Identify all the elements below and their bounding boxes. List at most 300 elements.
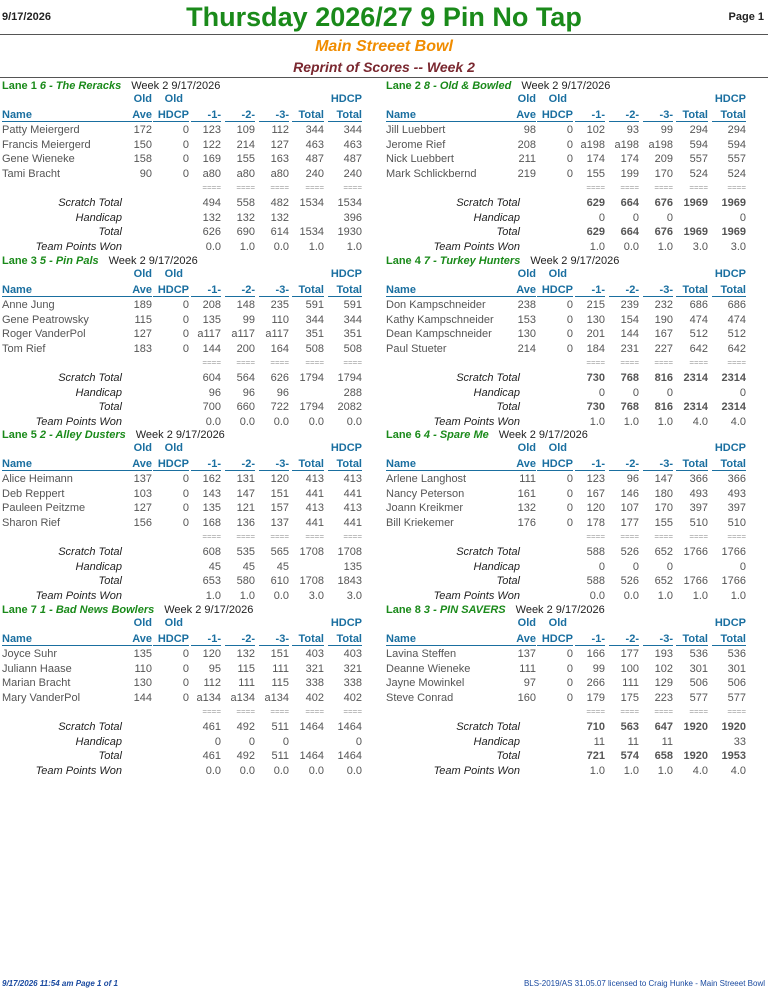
col-game1-header: -1- bbox=[575, 633, 605, 646]
handicap-row-g1: 132 bbox=[202, 211, 221, 224]
separator-total: ==== bbox=[689, 183, 708, 192]
scratch-total-row-total: 1708 bbox=[299, 546, 324, 558]
reprint-subtitle: Reprint of Scores -- Week 2 bbox=[293, 59, 475, 75]
separator-htot: ==== bbox=[727, 532, 746, 541]
col-game3-header: -3- bbox=[643, 633, 673, 646]
bowler-g3: 99 bbox=[660, 124, 673, 136]
lane-number: Lane 6 bbox=[386, 429, 421, 441]
bowler-total: 594 bbox=[689, 138, 708, 151]
lane-heading bbox=[2, 429, 225, 441]
bowler-ave: 90 bbox=[139, 167, 152, 180]
bowler-g3: 120 bbox=[270, 473, 289, 485]
bowler-g3: 170 bbox=[654, 502, 673, 515]
separator-g1: ==== bbox=[202, 183, 221, 192]
week-label: Week 2 9/17/2026 bbox=[521, 80, 611, 92]
team-total-row-g2: 492 bbox=[236, 750, 255, 762]
handicap-row-g3: 0 bbox=[282, 735, 289, 748]
bowler-total: 508 bbox=[305, 342, 324, 355]
separator-g3: ==== bbox=[270, 358, 289, 367]
scratch-total-row-htot: 1920 bbox=[721, 721, 746, 733]
bowler-g2: 147 bbox=[236, 487, 255, 500]
bowler-g1: 162 bbox=[202, 473, 221, 485]
col-hdcp-header: HDCP bbox=[153, 458, 189, 471]
col-hdcp-header: HDCP bbox=[537, 109, 573, 122]
handicap-row-g2: 0 bbox=[632, 211, 639, 224]
handicap-row-g3: 11 bbox=[661, 735, 673, 748]
team-total-row-total: 1766 bbox=[683, 575, 708, 587]
separator-total: ==== bbox=[305, 707, 324, 716]
col-game3-header: -3- bbox=[643, 458, 673, 471]
separator-total: ==== bbox=[689, 532, 708, 541]
bowler-hdcp: 0 bbox=[182, 124, 189, 136]
handicap-row-g2: 132 bbox=[236, 211, 255, 224]
bowler-htot: 474 bbox=[727, 313, 746, 326]
team-name: 7 - Turkey Hunters bbox=[423, 255, 521, 267]
bowler-hdcp: 0 bbox=[182, 487, 189, 500]
bowler-name: Joann Kreikmer bbox=[386, 502, 464, 515]
team-total-row-g1: 721 bbox=[586, 750, 605, 762]
bowler-g1: 174 bbox=[586, 153, 605, 166]
col-total-header: Total bbox=[676, 458, 708, 471]
scratch-total-row-g2: 558 bbox=[236, 197, 255, 209]
bowler-hdcp: 0 bbox=[182, 299, 189, 311]
bowler-g2: 111 bbox=[622, 677, 639, 690]
bowler-hdcp: 0 bbox=[566, 691, 573, 704]
bowler-g1: 144 bbox=[202, 342, 221, 355]
bowler-g1: 122 bbox=[202, 138, 221, 151]
scratch-total-row-g1: 608 bbox=[202, 546, 221, 558]
bowler-ave: 160 bbox=[517, 691, 536, 704]
scratch-total-row-g3: 626 bbox=[270, 372, 289, 384]
handicap-row-label: Handicap bbox=[473, 560, 520, 573]
week-label: Week 2 9/17/2026 bbox=[164, 604, 254, 616]
team-total-row-g2: 768 bbox=[620, 401, 639, 413]
footer-timestamp: 9/17/2026 11:54 am Page 1 of 1 bbox=[2, 979, 118, 988]
separator-g3: ==== bbox=[654, 707, 673, 716]
week-label: Week 2 9/17/2026 bbox=[131, 80, 221, 92]
bowler-g3: 129 bbox=[654, 677, 673, 690]
bowler-g3: 163 bbox=[270, 153, 289, 166]
separator-htot: ==== bbox=[727, 707, 746, 716]
bowler-g3: 111 bbox=[272, 662, 289, 675]
header-rule-top bbox=[0, 34, 768, 35]
team-points-row-g2: 1.0 bbox=[623, 415, 639, 428]
bowler-htot: 366 bbox=[727, 473, 746, 485]
bowler-g2: 231 bbox=[620, 342, 639, 355]
bowler-total: 403 bbox=[305, 648, 324, 660]
bowler-total: 344 bbox=[305, 313, 324, 326]
col-name-header: Name bbox=[386, 458, 506, 471]
separator-g2: ==== bbox=[620, 707, 639, 716]
separator-htot: ==== bbox=[343, 183, 362, 192]
week-label: Week 2 9/17/2026 bbox=[530, 255, 620, 267]
bowler-g2: 177 bbox=[620, 648, 639, 660]
bowler-htot: 344 bbox=[343, 124, 362, 136]
col-hdcp-total-top: HDCP bbox=[714, 268, 746, 280]
scratch-total-row-g3: 565 bbox=[270, 546, 289, 558]
scratch-total-row-g3: 652 bbox=[654, 546, 673, 558]
bowler-hdcp: 0 bbox=[566, 502, 573, 515]
bowler-ave: 115 bbox=[134, 313, 152, 326]
team-total-row-label: Total bbox=[98, 575, 122, 587]
bowler-hdcp: 0 bbox=[182, 328, 189, 341]
team-points-row-label: Team Points Won bbox=[35, 589, 122, 602]
bowler-name: Mark Schlickbernd bbox=[386, 167, 477, 180]
team-points-row-total: 0.0 bbox=[308, 415, 324, 428]
bowler-name: Jayne Mowinkel bbox=[386, 677, 465, 690]
bowler-ave: 127 bbox=[133, 502, 152, 515]
team-total-row-g1: 653 bbox=[202, 575, 221, 587]
col-hdcp-total-header: Total bbox=[328, 633, 362, 646]
bowler-name: Kathy Kampschneider bbox=[386, 313, 494, 326]
scratch-total-row-label: Scratch Total bbox=[58, 721, 122, 733]
bowler-hdcp: 0 bbox=[566, 342, 573, 355]
bowler-g3: a80 bbox=[270, 167, 289, 180]
separator-g2: ==== bbox=[236, 358, 255, 367]
team-total-row-g1: 700 bbox=[202, 401, 221, 413]
bowler-htot: 557 bbox=[727, 153, 746, 166]
col-old-hdcp-top: Old bbox=[548, 442, 567, 454]
team-points-row-g1: 1.0 bbox=[589, 764, 605, 777]
handicap-row-label: Handicap bbox=[473, 386, 520, 399]
bowler-g3: 147 bbox=[654, 473, 673, 485]
scratch-total-row-g1: 710 bbox=[586, 721, 605, 733]
handicap-row-htot: 0 bbox=[739, 560, 746, 573]
scratch-total-row-total: 1534 bbox=[299, 197, 324, 209]
team-total-row-label: Total bbox=[496, 226, 520, 238]
bowler-ave: 144 bbox=[133, 691, 152, 704]
handicap-row-g2: 11 bbox=[627, 735, 639, 748]
scratch-total-row-label: Scratch Total bbox=[58, 197, 122, 209]
lane-number: Lane 5 bbox=[2, 429, 37, 441]
team-points-row-g2: 0.0 bbox=[239, 415, 255, 428]
week-label: Week 2 9/17/2026 bbox=[498, 429, 588, 441]
handicap-row-htot: 33 bbox=[733, 735, 746, 748]
col-total-header: Total bbox=[292, 284, 324, 297]
separator-g2: ==== bbox=[236, 532, 255, 541]
team-points-row-total: 1.0 bbox=[692, 589, 708, 602]
bowler-htot: 463 bbox=[343, 138, 362, 151]
handicap-row-g3: 0 bbox=[666, 560, 673, 573]
col-ave-header: Ave bbox=[120, 284, 152, 297]
bowler-total: 463 bbox=[305, 138, 324, 151]
team-total-row-label: Total bbox=[98, 750, 122, 762]
col-old-hdcp-top: Old bbox=[164, 93, 183, 105]
team-total-row-g2: 580 bbox=[236, 575, 255, 587]
team-total-row-g2: 690 bbox=[236, 226, 255, 238]
team-total-row-total: 1969 bbox=[683, 226, 708, 238]
bowler-g1: 120 bbox=[202, 648, 221, 660]
col-ave-header: Ave bbox=[504, 458, 536, 471]
bowler-ave: 111 bbox=[519, 662, 536, 675]
col-hdcp-total-header: Total bbox=[712, 284, 746, 297]
bowler-g1: a134 bbox=[196, 691, 221, 704]
bowler-g2: 199 bbox=[620, 167, 639, 180]
bowler-ave: 176 bbox=[517, 516, 536, 529]
bowler-total: 536 bbox=[689, 648, 708, 660]
bowler-g1: a80 bbox=[202, 167, 221, 180]
scratch-total-row-total: 1766 bbox=[683, 546, 708, 558]
handicap-row-g3: 0 bbox=[666, 211, 673, 224]
col-old-hdcp-top: Old bbox=[548, 617, 567, 629]
scratch-total-row-g1: 494 bbox=[202, 197, 221, 209]
bowler-name: Joyce Suhr bbox=[2, 648, 58, 660]
scratch-total-row-g3: 647 bbox=[654, 721, 673, 733]
team-total-row-total: 2314 bbox=[683, 401, 708, 413]
team-total-row-g2: 526 bbox=[620, 575, 639, 587]
col-hdcp-total-header: Total bbox=[328, 109, 362, 122]
bowler-name: Gene Wieneke bbox=[2, 153, 75, 166]
bowler-hdcp: 0 bbox=[182, 342, 189, 355]
bowler-htot: 594 bbox=[727, 138, 746, 151]
scratch-total-row-g2: 664 bbox=[620, 197, 639, 209]
bowler-g3: 157 bbox=[270, 502, 289, 515]
team-points-row-g2: 0.0 bbox=[239, 764, 255, 777]
team-total-row-g2: 660 bbox=[236, 401, 255, 413]
bowler-ave: 158 bbox=[133, 153, 152, 166]
separator-g1: ==== bbox=[586, 532, 605, 541]
bowler-g1: 166 bbox=[586, 648, 605, 660]
col-ave-header: Ave bbox=[504, 633, 536, 646]
scratch-total-row-label: Scratch Total bbox=[456, 197, 520, 209]
team-name: 2 - Alley Dusters bbox=[39, 429, 126, 441]
scratch-total-row-label: Scratch Total bbox=[456, 372, 520, 384]
team-total-row-g3: 610 bbox=[270, 575, 289, 587]
bowler-hdcp: 0 bbox=[566, 662, 573, 675]
team-total-row-label: Total bbox=[98, 401, 122, 413]
team-points-row-g2: 1.0 bbox=[239, 240, 255, 253]
separator-total: ==== bbox=[305, 532, 324, 541]
team-points-row-g1: 1.0 bbox=[589, 415, 605, 428]
team-points-row-g3: 1.0 bbox=[657, 415, 673, 428]
team-points-row-total: 3.0 bbox=[308, 589, 324, 602]
bowler-total: 413 bbox=[305, 502, 324, 515]
bowler-g2: 99 bbox=[242, 313, 255, 326]
handicap-row-g1: 0 bbox=[598, 560, 605, 573]
separator-total: ==== bbox=[689, 358, 708, 367]
bowler-htot: 403 bbox=[343, 648, 362, 660]
separator-htot: ==== bbox=[343, 358, 362, 367]
bowler-g2: 121 bbox=[236, 502, 255, 515]
page-number: Page 1 bbox=[728, 11, 764, 23]
handicap-row-g1: 0 bbox=[214, 735, 221, 748]
bowler-g3: 190 bbox=[654, 313, 673, 326]
bowler-htot: 301 bbox=[727, 662, 746, 675]
team-points-row-htot: 4.0 bbox=[730, 415, 746, 428]
bowler-htot: 493 bbox=[727, 487, 746, 500]
bowler-total: 344 bbox=[305, 124, 324, 136]
team-total-row-htot: 1843 bbox=[337, 575, 362, 587]
bowler-name: Mary VanderPol bbox=[2, 691, 81, 704]
separator-total: ==== bbox=[689, 707, 708, 716]
bowler-g2: 154 bbox=[620, 313, 639, 326]
bowler-name: Deb Reppert bbox=[2, 487, 65, 500]
bowler-ave: 137 bbox=[517, 648, 536, 660]
separator-g1: ==== bbox=[586, 358, 605, 367]
bowler-g3: a117 bbox=[265, 328, 289, 341]
team-points-row-g1: 0.0 bbox=[205, 415, 221, 428]
bowler-hdcp: 0 bbox=[182, 691, 189, 704]
team-points-row-total: 4.0 bbox=[692, 415, 708, 428]
col-ave-header: Ave bbox=[120, 633, 152, 646]
team-total-row-g3: 511 bbox=[271, 750, 289, 762]
col-game3-header: -3- bbox=[259, 633, 289, 646]
bowl-name: Main Streeet Bowl bbox=[315, 38, 453, 55]
bowler-name: Marian Bracht bbox=[2, 677, 71, 690]
bowler-g2: 96 bbox=[626, 473, 639, 485]
lane-heading bbox=[386, 255, 619, 267]
scratch-total-row-htot: 1534 bbox=[337, 197, 362, 209]
lane-block bbox=[0, 429, 382, 604]
bowler-htot: 536 bbox=[727, 648, 746, 660]
col-game1-header: -1- bbox=[191, 633, 221, 646]
col-old-ave-top: Old bbox=[517, 93, 536, 105]
handicap-row-label: Handicap bbox=[75, 211, 122, 224]
handicap-row-label: Handicap bbox=[75, 735, 122, 748]
bowler-name: Deanne Wieneke bbox=[386, 662, 471, 675]
team-points-row-g3: 0.0 bbox=[273, 415, 289, 428]
bowler-htot: 524 bbox=[727, 167, 746, 180]
lane-heading bbox=[2, 255, 198, 267]
handicap-row-htot: 135 bbox=[343, 560, 362, 573]
team-total-row-htot: 2314 bbox=[721, 401, 746, 413]
bowler-htot: 413 bbox=[343, 473, 362, 485]
bowler-hdcp: 0 bbox=[182, 516, 189, 529]
bowler-g3: 151 bbox=[270, 648, 289, 660]
separator-g3: ==== bbox=[654, 183, 673, 192]
scratch-total-row-htot: 1794 bbox=[337, 372, 362, 384]
team-points-row-g1: 1.0 bbox=[589, 240, 605, 253]
col-name-header: Name bbox=[2, 284, 122, 297]
bowler-name: Juliann Haase bbox=[2, 662, 72, 675]
handicap-row-g3: 45 bbox=[276, 560, 289, 573]
col-hdcp-header: HDCP bbox=[537, 633, 573, 646]
bowler-htot: 240 bbox=[343, 167, 362, 180]
bowler-total: 591 bbox=[305, 299, 324, 311]
bowler-htot: 642 bbox=[727, 342, 746, 355]
handicap-row-htot: 0 bbox=[355, 735, 362, 748]
bowler-total: 240 bbox=[305, 167, 324, 180]
bowler-g1: a117 bbox=[197, 328, 221, 341]
col-game2-header: -2- bbox=[609, 458, 639, 471]
scratch-total-row-g3: 482 bbox=[270, 197, 289, 209]
col-old-hdcp-top: Old bbox=[164, 442, 183, 454]
bowler-g3: 223 bbox=[654, 691, 673, 704]
bowler-htot: 351 bbox=[343, 328, 362, 341]
bowler-total: 487 bbox=[305, 153, 324, 166]
bowler-g1: 123 bbox=[202, 124, 221, 136]
bowler-hdcp: 0 bbox=[566, 328, 573, 341]
col-hdcp-total-top: HDCP bbox=[714, 93, 746, 105]
team-total-row-total: 1794 bbox=[299, 401, 324, 413]
footer-license: BLS-2019/AS 31.05.07 licensed to Craig Hunke - Main Streeet Bowl bbox=[523, 979, 765, 988]
bowler-hdcp: 0 bbox=[566, 124, 573, 136]
team-points-row-g1: 0.0 bbox=[589, 589, 605, 602]
lane-block bbox=[0, 604, 382, 779]
bowler-g1: 179 bbox=[586, 691, 605, 704]
bowler-name: Dean Kampschneider bbox=[386, 328, 492, 341]
bowler-g2: a80 bbox=[236, 167, 255, 180]
bowler-g1: 155 bbox=[586, 167, 605, 180]
bowler-name: Don Kampschneider bbox=[386, 299, 486, 311]
bowler-total: 524 bbox=[689, 167, 708, 180]
bowler-ave: 219 bbox=[517, 167, 536, 180]
col-hdcp-total-header: Total bbox=[712, 633, 746, 646]
bowler-name: Lavina Steffen bbox=[386, 648, 457, 660]
scratch-total-row-total: 1794 bbox=[299, 372, 324, 384]
col-hdcp-header: HDCP bbox=[153, 284, 189, 297]
separator-g2: ==== bbox=[620, 358, 639, 367]
lane-block bbox=[384, 604, 766, 779]
col-old-ave-top: Old bbox=[133, 617, 152, 629]
team-points-row-htot: 1.0 bbox=[346, 240, 362, 253]
bowler-name: Nick Luebbert bbox=[386, 153, 454, 166]
bowler-total: 294 bbox=[689, 124, 708, 136]
bowler-name: Tami Bracht bbox=[2, 167, 61, 180]
bowler-ave: 132 bbox=[517, 502, 536, 515]
col-hdcp-header: HDCP bbox=[153, 633, 189, 646]
bowler-g1: 95 bbox=[208, 662, 221, 675]
lane-number: Lane 2 bbox=[386, 80, 421, 92]
col-total-header: Total bbox=[292, 633, 324, 646]
bowler-total: 338 bbox=[305, 677, 324, 690]
bowler-name: Bill Kriekemer bbox=[386, 516, 454, 529]
header-rule-bottom bbox=[0, 77, 768, 78]
bowler-g1: 184 bbox=[586, 342, 605, 355]
col-old-ave-top: Old bbox=[517, 268, 536, 280]
bowler-g3: 170 bbox=[654, 167, 673, 180]
col-old-ave-top: Old bbox=[133, 268, 152, 280]
report-date: 9/17/2026 bbox=[2, 11, 51, 23]
bowler-g3: 155 bbox=[654, 516, 673, 529]
bowler-htot: 294 bbox=[727, 124, 746, 136]
bowler-g2: 144 bbox=[620, 328, 639, 341]
scratch-total-row-total: 1920 bbox=[683, 721, 708, 733]
bowler-g1: 215 bbox=[586, 299, 605, 311]
bowler-total: 366 bbox=[689, 473, 708, 485]
scratch-total-row-htot: 1969 bbox=[721, 197, 746, 209]
col-hdcp-total-header: Total bbox=[712, 458, 746, 471]
bowler-ave: 111 bbox=[519, 473, 536, 485]
bowler-name: Arlene Langhost bbox=[386, 473, 467, 485]
bowler-ave: 97 bbox=[523, 677, 536, 690]
bowler-g2: 131 bbox=[236, 473, 255, 485]
bowler-ave: 183 bbox=[133, 342, 152, 355]
team-total-row-label: Total bbox=[496, 575, 520, 587]
team-total-row-g3: 614 bbox=[270, 226, 289, 238]
col-hdcp-total-header: Total bbox=[328, 458, 362, 471]
scratch-total-row-htot: 2314 bbox=[721, 372, 746, 384]
handicap-row-g1: 0 bbox=[598, 386, 605, 399]
separator-htot: ==== bbox=[343, 707, 362, 716]
separator-g1: ==== bbox=[202, 358, 221, 367]
report-title: Thursday 2026/27 9 Pin No Tap bbox=[186, 2, 582, 32]
team-points-row-htot: 0.0 bbox=[346, 764, 362, 777]
bowler-g1: 123 bbox=[586, 473, 605, 485]
col-ave-header: Ave bbox=[504, 109, 536, 122]
separator-g3: ==== bbox=[270, 532, 289, 541]
team-points-row-g1: 1.0 bbox=[205, 589, 221, 602]
team-points-row-htot: 0.0 bbox=[346, 415, 362, 428]
col-game2-header: -2- bbox=[225, 458, 255, 471]
separator-g3: ==== bbox=[270, 707, 289, 716]
handicap-row-htot: 396 bbox=[343, 211, 362, 224]
bowler-g3: 209 bbox=[654, 153, 673, 166]
bowler-g2: 239 bbox=[620, 299, 639, 311]
bowler-g3: 127 bbox=[270, 138, 289, 151]
bowler-htot: 413 bbox=[343, 502, 362, 515]
bowler-g3: 115 bbox=[271, 677, 289, 690]
